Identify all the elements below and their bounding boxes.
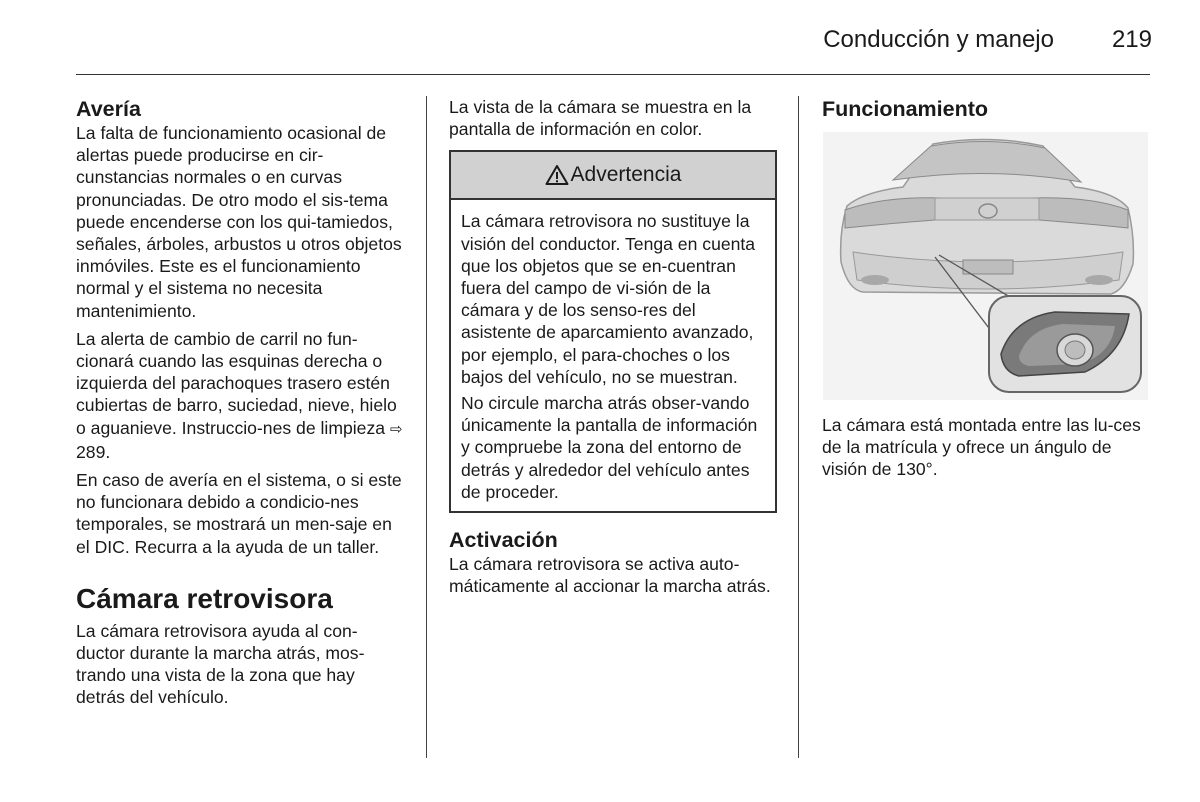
warning-box [449,150,777,513]
header-rule [76,74,1150,75]
averia-paragraph-2-text: La alerta de cambio de carril no fun-cionará cuando las esquinas derecha o izquierda del parachoques trasero estén cubiertas de barro, suciedad, nieve, hielo o aguanieve. Instruccio-nes de limpieza [76,328,397,438]
averia-paragraph-1: La falta de funcionamiento ocasional de alertas puede producirse en cir-cunstancias normales o en curvas pronunciadas. De otro modo el sis-tema puede encenderse con los qui-tamiedos, señales, árboles, arbustos u otros objetos inmóviles. Este es el funcionamiento normal y el sistema no necesita mantenimiento. [76,123,402,321]
warning-triangle-icon [545,164,569,186]
camera-caption: La cámara está montada entre las lu-ces de la matrícula y ofrece un ángulo de visión de 130°. [822,415,1141,480]
funcionamiento-heading: Funcionamiento [822,97,989,121]
column-2 [449,96,777,603]
warning-title: Advertencia [570,163,682,187]
rear-camera-illustration [823,132,1148,400]
camera-detail-zoom [989,296,1141,392]
averia-heading: Avería [76,97,141,121]
warning-paragraph-1: La cámara retrovisora no sustituye la visión del conductor. Tenga en cuenta que los objetos que se en-cuentran fuera del campo de vi-sión de la cámara y de los senso-res del asistente de aparcamiento avanzado, por ejemplo, el para-choches o los bajos del vehículo, no se muestran. [461,211,756,387]
column-3 [822,96,1152,122]
column-divider-right [798,96,799,758]
column-divider-left [426,96,427,758]
page-reference-link[interactable]: 289. [76,441,111,462]
warning-paragraph-2: No circule marcha atrás obser-vando únicamente la pantalla de información y compruebe la zona del entorno de detrás y alrededor del vehículo antes de proceder. [461,393,758,502]
page-reference-arrow-icon: ⇨ [389,420,403,438]
averia-paragraph-2 [76,328,406,463]
camara-retrovisora-heading: Cámara retrovisora [76,582,333,614]
camara-paragraph-1: La cámara retrovisora ayuda al con-ductor durante la marcha atrás, mos-trando una vista de la zona que hay detrás del vehículo. [76,620,365,708]
activacion-heading: Activación [449,528,558,553]
page-number: 219 [1111,26,1152,53]
activacion-paragraph-1: La cámara retrovisora se activa auto-máticamente al accionar la marcha atrás. [449,554,771,597]
header-title: Conducción y manejo [823,26,1054,53]
column-1 [76,96,406,715]
camera-view-intro: La vista de la cámara se muestra en la pantalla de información en color. [449,97,752,140]
column-3-caption [822,414,1152,487]
warning-header [451,152,775,200]
averia-paragraph-3: En caso de avería en el sistema, o si este no funcionara debido a condicio-nes temporales, se mostrará un men-saje en el DIC. Recurra a la ayuda de un taller. [76,470,402,557]
warning-body [451,200,775,511]
